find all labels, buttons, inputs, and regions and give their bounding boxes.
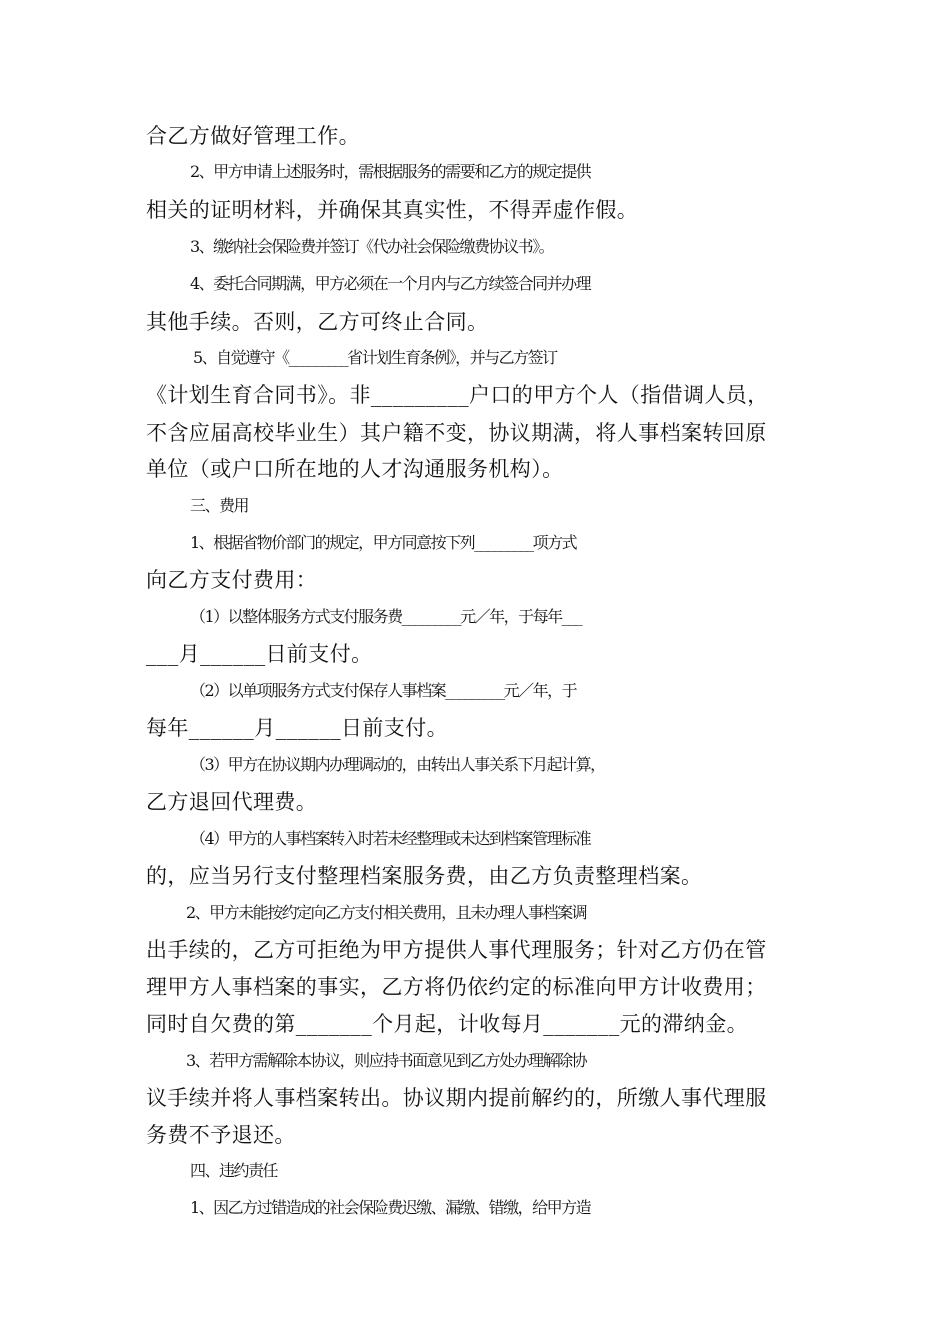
- text-line: 出手续的，乙方可拒绝为甲方提供人事代理服务；针对乙方仍在管: [146, 938, 767, 962]
- text-line: 每年______月______日前支付。: [146, 716, 448, 740]
- text-line: 乙方退回代理费。: [146, 790, 318, 814]
- text-line: 3、若甲方需解除本协议，则应持书面意见到乙方处办理解除协: [186, 1051, 587, 1070]
- text-line: 其他手续。否则，乙方可终止合同。: [146, 310, 489, 334]
- text-line: ___月______日前支付。: [146, 642, 373, 666]
- section-heading: 三、费用: [190, 496, 249, 515]
- text-line: 5、自觉遵守《_________省计划生育条例》，并与乙方签订: [193, 348, 557, 367]
- text-line: 相关的证明材料，并确保其真实性，不得弄虚作假。: [146, 198, 639, 222]
- text-line: 向乙方支付费用：: [146, 568, 318, 592]
- text-line: 1、根据省物价部门的规定，甲方同意按下列_________项方式: [190, 533, 577, 552]
- text-line: 2、甲方未能按约定向乙方支付相关费用，且未办理人事档案调: [186, 903, 587, 922]
- text-line: （4）甲方的人事档案转入时若未经整理或未达到档案管理标准: [190, 829, 591, 848]
- text-line: 合乙方做好管理工作。: [146, 124, 360, 148]
- text-line: （1）以整体服务方式支付服务费_________元／年，于每年___: [190, 607, 582, 626]
- text-line: 的，应当另行支付整理档案服务费，由乙方负责整理档案。: [146, 864, 703, 888]
- text-line: 理甲方人事档案的事实，乙方将仍依约定的标准向甲方计收费用；: [146, 975, 767, 999]
- text-line: 务费不予退还。: [146, 1123, 296, 1147]
- text-line: 1、因乙方过错造成的社会保险费迟缴、漏缴、错缴，给甲方造: [190, 1198, 591, 1217]
- text-line: （2）以单项服务方式支付保存人事档案_________元／年，于: [190, 681, 577, 700]
- text-line: 2、甲方申请上述服务时，需根据服务的需要和乙方的规定提供: [190, 162, 591, 181]
- text-line: 单位（或户口所在地的人才沟通服务机构）。: [146, 457, 564, 481]
- section-heading: 四、违约责任: [190, 1161, 278, 1180]
- text-line: 不含应届高校毕业生）其户籍不变，协议期满，将人事档案转回原: [146, 421, 767, 445]
- text-line: 《计划生育合同书》。非_________户口的甲方个人（指借调人员，: [146, 383, 769, 407]
- text-line: 4、委托合同期满，甲方必须在一个月内与乙方续签合同并办理: [190, 274, 591, 293]
- text-line: 议手续并将人事档案转出。协议期内提前解约的，所缴人事代理服: [146, 1086, 767, 1110]
- text-line: 同时自欠费的第_______个月起，计收每月_______元的滞纳金。: [146, 1012, 748, 1036]
- text-line: （3）甲方在协议期内办理调动的，由转出人事关系下月起计算，: [190, 755, 605, 774]
- text-line: 3、缴纳社会保险费并签订《代办社会保险缴费协议书》。: [190, 237, 554, 256]
